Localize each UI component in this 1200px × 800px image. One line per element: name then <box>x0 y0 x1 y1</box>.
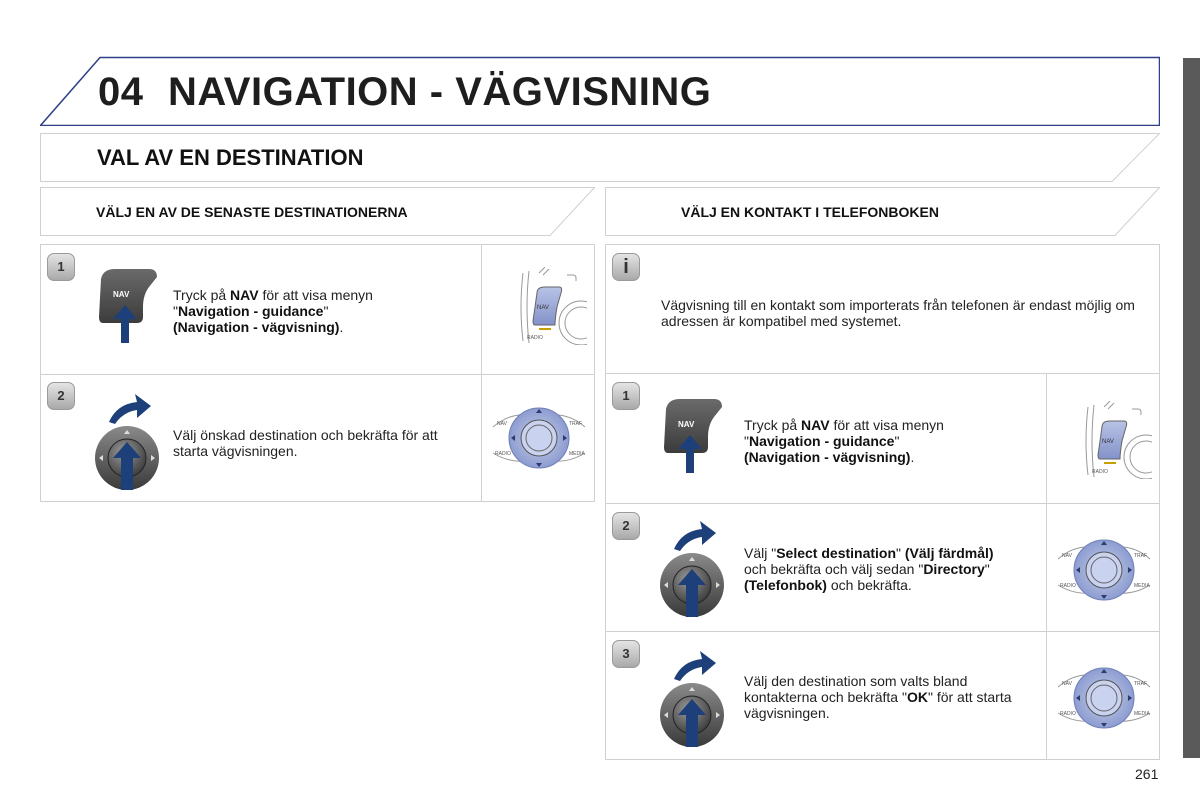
dial-media-label: MEDIA <box>569 451 585 457</box>
control-dial-illustration <box>489 403 589 478</box>
dial-radio-label: RADIO <box>495 451 511 457</box>
right-column-heading: VÄLJ EN KONTAKT I TELEFONBOKEN <box>681 204 939 220</box>
dial-media-label: MEDIA <box>1134 583 1150 589</box>
console-nav-label: NAV <box>1102 439 1114 445</box>
control-dial-illustration <box>1054 535 1154 610</box>
dial-traf-label: TRAF <box>1134 681 1148 687</box>
left-panel-divider <box>481 245 482 501</box>
chapter-title: NAVIGATION - VÄGVISNING <box>168 70 712 114</box>
rotary-knob-confirm-icon <box>93 390 163 497</box>
left-panel-row-divider <box>41 374 594 375</box>
section-title: VAL AV EN DESTINATION <box>97 145 364 170</box>
nav-key-label: NAV <box>113 290 130 299</box>
nav-key-label: NAV <box>678 420 695 429</box>
left-column-heading: VÄLJ EN AV DE SENASTE DESTINATIONERNA <box>96 204 408 220</box>
left-step-2-text: Välj önskad destination och bekräfta för att starta vägvisningen. <box>173 427 438 459</box>
chapter-side-tab <box>1183 58 1200 758</box>
step-badge: 2 <box>612 512 640 540</box>
right-steps-panel <box>605 244 1160 760</box>
dial-radio-label: RADIO <box>1060 583 1076 589</box>
info-text: Vägvisning till en kontakt som importerats från telefonen är endast möjlig om adressen är kompatibel med systemet. <box>661 297 1135 329</box>
step-badge: 1 <box>47 253 75 281</box>
right-panel-divider <box>1046 373 1047 759</box>
right-row-divider-2 <box>606 631 1159 632</box>
left-column-heading-banner <box>40 187 595 236</box>
left-steps-panel <box>40 244 595 502</box>
console-radio-label: RADIO <box>527 335 543 341</box>
section-banner <box>40 133 1160 182</box>
rotary-knob-confirm-icon <box>658 517 728 624</box>
dial-traf-label: TRAF <box>1134 553 1148 559</box>
dial-traf-label: TRAF <box>569 421 583 427</box>
step-badge: 2 <box>47 382 75 410</box>
left-step-1-text: Tryck på NAV för att visa menyn "Navigation - guidance" (Navigation - vägvisning). <box>173 287 373 335</box>
chapter-number: 04 <box>98 70 144 114</box>
dial-nav-label: NAV <box>1062 681 1072 687</box>
step-badge: 3 <box>612 640 640 668</box>
nav-key-console-illustration <box>517 267 587 350</box>
right-column-heading-banner <box>605 187 1160 236</box>
page-number: 261 <box>1135 766 1159 782</box>
dial-media-label: MEDIA <box>1134 711 1150 717</box>
nav-key-icon <box>97 267 159 350</box>
dial-radio-label: RADIO <box>1060 711 1076 717</box>
chapter-header <box>40 56 1160 126</box>
right-step-3-text: Välj den destination som valts bland kontakterna och bekräfta "OK" för att starta vägvisningen. <box>744 673 1012 721</box>
info-row-divider <box>606 373 1159 374</box>
right-step-1-text: Tryck på NAV för att visa menyn "Navigation - guidance" (Navigation - vägvisning). <box>744 417 944 465</box>
control-dial-illustration <box>1054 663 1154 738</box>
right-step-2-text: Välj "Select destination" (Välj färdmål) och bekräfta och välj sedan "Directory" (Telefonbok) och bekräfta. <box>744 545 994 593</box>
dial-nav-label: NAV <box>497 421 507 427</box>
rotary-knob-confirm-icon <box>658 647 728 754</box>
console-nav-label: NAV <box>537 305 549 311</box>
step-badge: 1 <box>612 382 640 410</box>
nav-key-icon <box>662 397 724 480</box>
nav-key-console-illustration <box>1082 401 1152 484</box>
dial-nav-label: NAV <box>1062 553 1072 559</box>
info-icon: i <box>612 253 640 281</box>
right-row-divider-1 <box>606 503 1159 504</box>
console-radio-label: RADIO <box>1092 469 1108 475</box>
